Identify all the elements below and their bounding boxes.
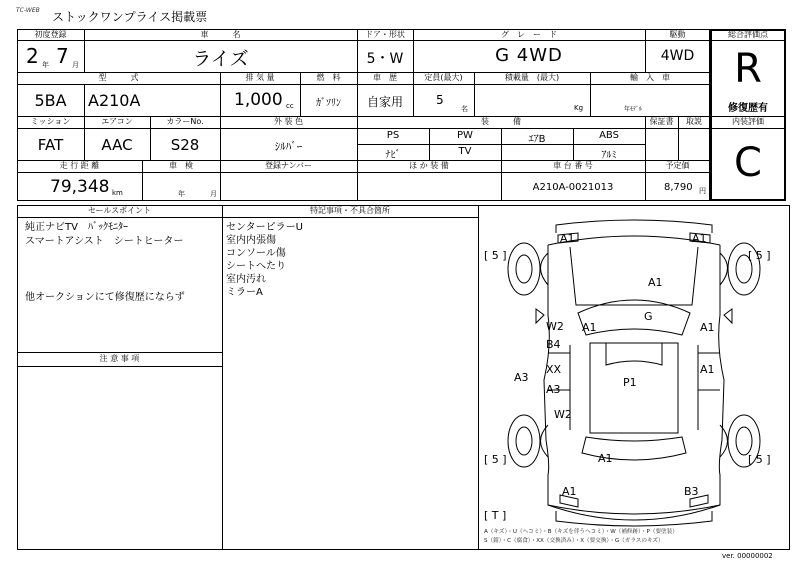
aircon: AAC <box>101 136 133 154</box>
label-displacement: 排 気 量 <box>245 73 275 82</box>
model-prefix: 5BA <box>34 91 67 110</box>
damage-mark: B4 <box>546 338 561 351</box>
damage-diagram <box>478 205 790 555</box>
displacement: 1,000 <box>234 90 283 110</box>
damage-mark: A3 <box>546 383 561 396</box>
displacement-unit: cc <box>286 102 294 110</box>
model: A210A <box>88 91 141 110</box>
color-no: S28 <box>170 136 200 154</box>
drive: 4WD <box>660 48 695 64</box>
door-shape: 5・W <box>366 51 404 67</box>
damage-mark: A1 <box>560 232 575 245</box>
grade: G 4WD <box>495 45 563 66</box>
list-item: シートへたり <box>226 261 286 272</box>
fuel: ｶﾞｿﾘﾝ <box>316 98 341 109</box>
load-unit: Kg <box>574 104 584 112</box>
inspection-year-unit: 年 <box>178 190 185 198</box>
label-load: 積載量 (最大) <box>504 73 560 82</box>
notes-list <box>226 221 303 299</box>
label-color-no: カラーNo. <box>166 117 204 126</box>
mission: FAT <box>37 136 64 154</box>
damage-mark: XX <box>546 363 562 376</box>
list-item: 純正ナビTV ﾊﾞｯｸﾓﾆﾀｰ <box>25 222 128 233</box>
damage-mark: A1 <box>582 321 597 334</box>
equipment-item: PS <box>386 130 400 141</box>
label-equipment: 装 備 <box>481 117 521 126</box>
legend-line: S（錆）・C（腐食）・XX（交換済み）・X（要交換）・G（ガラスのキズ） <box>484 538 664 544</box>
list-item: 室内汚れ <box>226 274 266 285</box>
label-fuel: 燃 料 <box>316 73 341 82</box>
exterior-color: ｼﾙﾊﾞｰ <box>274 140 303 153</box>
damage-mark: A3 <box>514 371 529 384</box>
capacity-unit: 名 <box>461 105 468 113</box>
inspection-month-unit: 月 <box>210 190 217 198</box>
damage-mark: P1 <box>623 376 637 389</box>
year-model-label: 年ﾓﾃﾞﾙ <box>624 106 643 113</box>
list-item: センターピラーU <box>226 222 303 233</box>
price-unit: 円 <box>699 187 706 195</box>
first-reg-year-unit: 年 <box>42 61 49 69</box>
repair-history: 修復歴有 <box>728 103 768 114</box>
label-warranty: 保証書 <box>649 117 674 126</box>
first-reg-month-unit: 月 <box>72 61 79 69</box>
damage-mark: A1 <box>700 363 715 376</box>
interior-score: C <box>734 140 762 186</box>
history: 自家用 <box>366 95 403 109</box>
tire-rear-left: [ 5 ] <box>484 453 507 466</box>
car-name: ライズ <box>192 48 249 70</box>
label-other-equipment: ほ か 装 備 <box>409 161 449 170</box>
label-model: 型 式 <box>98 73 139 82</box>
tire-rear-right: [ 5 ] <box>748 453 771 466</box>
damage-mark: W2 <box>554 408 572 421</box>
label-price: 予定価 <box>665 161 690 170</box>
trunk-label: [ T ] <box>484 509 507 522</box>
tire-front-left: [ 5 ] <box>484 249 507 262</box>
legend-line: A（キズ）・U（ヘコミ）・B（キズを伴うヘコミ）・W（補修跡）・P（要塗装） <box>484 529 678 535</box>
label-mission: ミッション <box>30 117 71 126</box>
label-caution: 注 意 事 項 <box>99 354 140 363</box>
damage-mark: A1 <box>562 485 577 498</box>
list-item <box>25 277 185 291</box>
label-chassis-no: 車 台 番 号 <box>553 161 593 170</box>
overall-score: R <box>734 46 762 92</box>
page-title: ストックワンプライス掲載票 <box>52 10 208 24</box>
capacity: 5 <box>436 93 444 107</box>
mileage-unit: km <box>112 189 123 197</box>
list-item: 室内内張傷 <box>226 235 276 246</box>
label-history: 車 歴 <box>373 73 397 82</box>
list-item <box>25 263 185 277</box>
label-interior-score: 内装評価 <box>732 117 764 126</box>
damage-mark: A1 <box>598 452 613 465</box>
list-item: 他オークションにて修復歴にならず <box>25 292 185 303</box>
list-item: コンソール傷 <box>226 248 286 259</box>
header-logo: TC-WEB <box>16 7 40 14</box>
label-capacity: 定員(最大) <box>424 73 463 82</box>
first-reg-year: 2 <box>26 44 39 68</box>
damage-mark: B3 <box>684 485 699 498</box>
price: 8,790 <box>664 182 693 193</box>
equipment-item: ｴｱB <box>528 134 546 145</box>
list-item <box>25 249 185 263</box>
damage-mark: A1 <box>700 321 715 334</box>
mileage: 79,348 <box>50 177 110 197</box>
damage-mark: A1 <box>692 232 707 245</box>
label-car-name: 車 名 <box>200 30 241 39</box>
version-label: ver. 00000002 <box>722 552 773 560</box>
label-overall-score: 総合評価点 <box>728 30 768 39</box>
damage-mark: A1 <box>648 276 663 289</box>
tire-front-right: [ 5 ] <box>748 249 771 262</box>
list-item: ミラーA <box>226 287 263 298</box>
label-inspection: 車 検 <box>169 161 193 170</box>
list-item: スマートアシスト シートヒーター <box>25 236 184 247</box>
damage-mark: W2 <box>546 320 564 333</box>
equipment-item: PW <box>457 130 473 141</box>
label-reg-number: 登録ナンバー <box>264 161 313 170</box>
label-exterior-color: 外 装 色 <box>273 117 304 126</box>
label-notes: 特記事項・不具合箇所 <box>310 206 390 215</box>
equipment-item: TV <box>458 146 472 157</box>
label-door-shape: ドア・形状 <box>365 30 405 39</box>
chassis-no: A210A-0021013 <box>532 182 614 193</box>
equipment-item: ABS <box>599 130 619 141</box>
label-manual: 取説 <box>686 117 702 126</box>
damage-mark: G <box>644 310 653 323</box>
label-aircon: エアコン <box>101 117 133 126</box>
equipment-item: ﾅﾋﾞ <box>385 150 401 161</box>
sales-points-list <box>25 221 185 305</box>
label-first-reg: 初度登録 <box>34 30 67 39</box>
label-drive: 駆動 <box>669 30 686 39</box>
damage-legend <box>484 528 678 546</box>
label-sales-point: セールスポイント <box>87 206 152 215</box>
first-reg-month: 7 <box>56 44 69 68</box>
label-mileage: 走 行 距 離 <box>59 161 100 170</box>
label-grade: グ レ ー ド <box>501 30 557 39</box>
label-import: 輸 入 車 <box>630 73 670 82</box>
equipment-item: ｱﾙﾐ <box>601 150 617 161</box>
